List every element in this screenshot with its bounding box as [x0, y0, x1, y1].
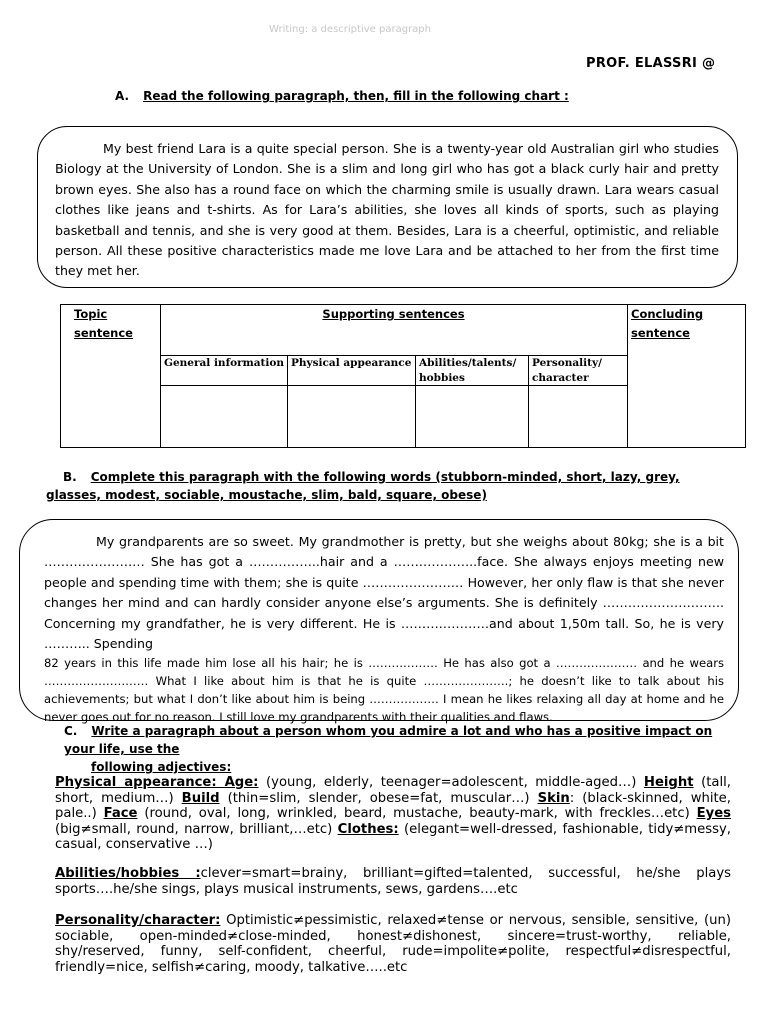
subheader-abilities-line1: Abilities/talents/	[419, 357, 517, 369]
personality-character-heading: Personality/character:	[55, 913, 221, 928]
paragraph-chart	[60, 304, 746, 448]
subheader-general-information: General information	[164, 357, 285, 369]
page-watermark: Writing: a descriptive paragraph	[269, 24, 431, 35]
section-b-paragraph-part2: 82 years in this life made him lose all his hair; he is ……………… He has also got a ………………… and he wears ……………………… What I like about him is that he is quite ………………….; he doesn’t like to talk about his achievements; but what I don’t like about him is being ……………… I mean he likes relaxing all day at home and he never goes out for no reason. I still love my grandparents with their qualities and flaws.	[44, 656, 724, 725]
section-a-letter: A.	[115, 89, 130, 103]
age-adjectives: (young, elderly, teenager=adolescent, middle-aged…)	[258, 775, 644, 790]
abilities-hobbies-heading: Abilities/hobbies :	[55, 866, 201, 881]
section-a-paragraph-text: My best friend Lara is a quite special person. She is a twenty-year old Australian girl who studies Biology at the University of London. She is a slim and long girl who has got a black curly hair and pretty brown eyes. She also has a round face on which the charming smile is usually drawn. Lara wears casual clothes like jeans and t-shirts. As for Lara’s abilities, she loves all kinds of sports, such as playing basketball and tennis, and she is very good at them. Besides, Lara is a cheerful, optimistic, and reliable person. All these positive characteristics made me love Lara and be attached to her from the first time they met her.	[55, 141, 719, 279]
personality-character-adjectives	[55, 913, 731, 975]
concluding-sentence-header	[631, 305, 703, 343]
face-adjectives: (round, oval, long, wrinkled, beard, mustache, beauty-mark, with freckles…etc)	[137, 806, 697, 821]
section-c-instruction-line2: following adjectives:	[91, 760, 232, 774]
skin-heading: Skin	[537, 790, 570, 806]
subheader-physical-appearance: Physical appearance	[291, 357, 412, 369]
abilities-hobbies-adjectives	[55, 866, 731, 897]
section-a-instruction: Read the following paragraph, then, fill in the following chart :	[143, 89, 569, 103]
topic-header-line1: Topic	[74, 307, 108, 321]
supporting-sentences-header: Supporting sentences	[322, 307, 465, 321]
eyes-adjectives: (big≠small, round, narrow, brilliant,…etc)	[55, 821, 338, 837]
build-heading: Build	[181, 790, 220, 806]
chart-divider	[528, 355, 529, 447]
section-b-heading	[46, 468, 726, 504]
section-a-heading	[115, 89, 569, 103]
chart-divider	[627, 305, 628, 447]
section-a-paragraph-box	[37, 126, 738, 288]
subheader-abilities-line2: hobbies	[419, 372, 465, 384]
physical-appearance-heading: Physical appearance: Age:	[55, 775, 259, 790]
subheader-personality-line2: character	[532, 372, 589, 384]
subheader-personality-line1: Personality/	[532, 357, 602, 369]
eyes-heading: Eyes	[696, 806, 731, 821]
author-label: PROF. ELASSRI @	[586, 56, 716, 71]
chart-divider	[287, 355, 288, 447]
clothes-adjectives: (elegant=well-dressed, fashionable, tidy≠messy, casual, conservative …)	[55, 821, 731, 852]
section-b-paragraph-box	[19, 519, 739, 725]
subheader-abilities-hobbies	[419, 356, 516, 386]
build-adjectives: (thin=slim, slender, obese=fat, muscular…)	[219, 790, 538, 806]
face-heading: Face	[103, 806, 138, 821]
topic-header-line2: sentence	[74, 326, 133, 340]
section-b-paragraph-part1: My grandparents are so sweet. My grandmother is pretty, but she weighs about 80kg; she is a bit …………………… She has got a ……………..hair and a ………………..face. She always enjoys meeting new people and spending time with them; she is quite …………………… However, her only flaw is that she never changes her mind and can hardly consider anyone else’s arguments. She is definitely ……………………….. Concerning my grandfather, he is very different. He is …………………and about 1,50m tall. So, he is very ……….. Spending	[44, 534, 724, 652]
section-b-paragraph	[44, 532, 724, 726]
abilities-hobbies-text: clever=smart=brainy, brilliant=gifted=talented, successful, he/she plays sports….he/she sings, plays musical instruments, sews, gardens….etc	[55, 866, 731, 897]
height-adjectives: (tall, short, medium…)	[55, 775, 732, 806]
concluding-header-line1: Concluding	[631, 307, 704, 321]
height-heading: Height	[643, 775, 694, 790]
section-c-instruction-line1: Write a paragraph about a person whom you admire a lot and who has a positive impact on your life, use the	[64, 724, 713, 756]
physical-appearance-adjectives	[55, 775, 731, 853]
chart-divider	[415, 355, 416, 447]
subheader-personality-character	[532, 356, 602, 386]
section-c-letter: C.	[64, 724, 78, 738]
section-b-letter: B.	[63, 470, 77, 484]
concluding-header-line2: sentence	[631, 326, 690, 340]
personality-character-text: Optimistic≠pessimistic, relaxed≠tense or nervous, sensible, sensitive, (un) sociable, open-minded≠close-minded, honest≠dishonest, sincere=trust-worthy, reliable, shy/reserved, funny, self-confident, cheerful, rude=impolite≠polite, respectful≠disrespectful, friendly=nice, selfish≠caring, moody, talkative…..etc	[55, 913, 731, 975]
section-c-heading	[64, 722, 744, 776]
topic-sentence-header	[74, 305, 133, 343]
section-a-paragraph	[55, 139, 719, 282]
chart-divider	[160, 305, 161, 447]
section-b-instruction: Complete this paragraph with the following words (stubborn-minded, short, lazy, grey, glasses, modest, sociable, moustache, slim, bald, square, obese)	[46, 470, 680, 502]
clothes-heading: Clothes:	[337, 821, 399, 837]
skin-adjectives: : (black-skinned, white, pale..)	[55, 790, 731, 821]
